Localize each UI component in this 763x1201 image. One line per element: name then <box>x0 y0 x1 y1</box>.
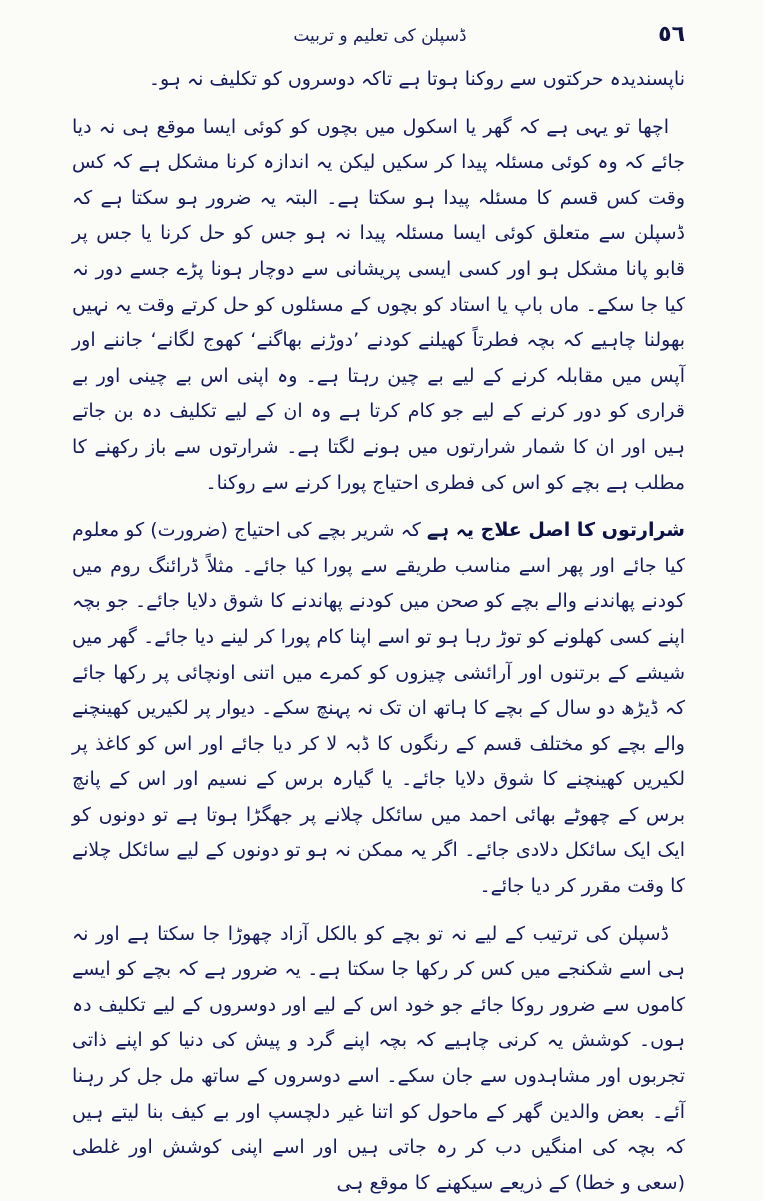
paragraph-3-body: کہ شریر بچے کی احتیاج (ضرورت) کو معلوم کیا جائے اور پھر اسے مناسب طریقے سے پورا کیا جائے۔ مثلاً ڈرائنگ روم میں کودنے پھاندنے والے بچے کو صحن میں کودنے پھاندنے کا شوق دلایا جائے۔ جو بچہ اپنے کسی کھلونے کو توڑ رہا ہو تو اسے اپنا کام پورا کر لینے دیا جائے۔ گھر میں شیشے کے برتنوں اور آرائشی چیزوں کو کمرے میں اتنی اونچائی پر رکھا جائے کہ ڈیڑھ دو سال کے بچے کا ہاتھ ان تک نہ پہنچ سکے۔ دیوار پر لکیریں کھینچنے والے بچے کو مختلف قسم کے رنگوں کا ڈبہ لا کر دیا جائے اور اس کو کاغذ پر لکیریں کھینچنے کا شوق دلایا جائے۔ یا گیارہ برس کے نسیم اور اس کے پانچ برس کے چھوٹے بھائی احمد میں سائکل چلانے پر جھگڑا ہوتا ہے تو دونوں کو ایک ایک سائکل دلادی جائے۔ اگر یہ ممکن نہ ہو تو دونوں کے لیے سائکل چلانے کا وقت مقرر کر دیا جائے۔ <box>72 519 685 898</box>
paragraph-3 <box>72 513 685 905</box>
paragraph-1: ناپسندیدہ حرکتوں سے روکنا ہوتا ہے تاکہ دوسروں کو تکلیف نہ ہو۔ <box>148 68 685 90</box>
running-title: ڈسپلن کی تعلیم و تربیت <box>293 26 467 46</box>
paragraph-2: اچھا تو یہی ہے کہ گھر یا اسکول میں بچوں کو کوئی ایسا موقع ہی نہ دیا جائے کہ وہ کوئی مسئلہ پیدا کر سکیں لیکن یہ اندازہ کرنا مشکل ہے کہ کس وقت کس قسم کا مسئلہ پیدا ہو سکتا ہے۔ البتہ یہ ضرور ہو سکتا ہے کہ ڈسپلن سے متعلق کوئی ایسا مسئلہ پیدا نہ ہو جس کو حل کرنا یا جس پر قابو پانا مشکل ہو اور کسی ایسی پریشانی سے دوچار ہونا پڑے جسے دور نہ کیا جا سکے۔ ماں باپ یا استاد کو بچوں کے مسئلوں کو حل کرتے وقت یہ نہیں بھولنا چاہیے کہ بچہ فطرتاً کھیلنے کودنے ’دوڑنے بھاگنے‘ کھوج لگانے‘ جاننے اور آپس میں مقابلہ کرنے کے لیے بے چین رہتا ہے۔ وہ اپنی اس بے چینی اور بے قراری کو دور کرنے کے لیے جو کام کرتا ہے وہ ان کے لیے تکلیف دہ بن جاتے ہیں اور ان کا شمار شرارتوں میں ہونے لگتا ہے۔ شرارتوں سے باز رکھنے کا مطلب ہے بچے کو اس کی فطری احتیاج پورا کرنے سے روکنا۔ <box>72 115 685 494</box>
paragraph-3-lead: شرارتوں کا اصل علاج یہ ہے <box>426 519 685 542</box>
page-number: ٥٦ <box>658 22 685 47</box>
body-text <box>72 62 685 1201</box>
paragraph-4: ڈسپلن کی ترتیب کے لیے نہ تو بچے کو بالکل آزاد چھوڑا جا سکتا ہے اور نہ ہی اسے شکنجے میں کس کر رکھا جا سکتا ہے۔ یہ ضرور ہے کہ بچے کو ایسے کاموں سے ضرور روکا جائے جو خود اس کے لیے اور دوسروں کے لیے تکلیف دہ ہوں۔ کوشش یہ کرنی چاہیے کہ بچہ اپنے گرد و پیش کی دنیا کو اپنے ذاتی تجربوں اور مشاہدوں سے جان سکے۔ اسے دوسروں کے ساتھ مل جل کر رہنا آئے۔ بعض والدین گھر کے ماحول کو اتنا غیر دلچسپ اور بے کیف بنا لیتے ہیں کہ بچہ کی امنگیں دب کر رہ جاتی ہیں اور اسے اپنی کوشش اور غلطی (سعی و خطا) کے ذریعے سیکھنے کا موقع ہی <box>72 922 685 1194</box>
